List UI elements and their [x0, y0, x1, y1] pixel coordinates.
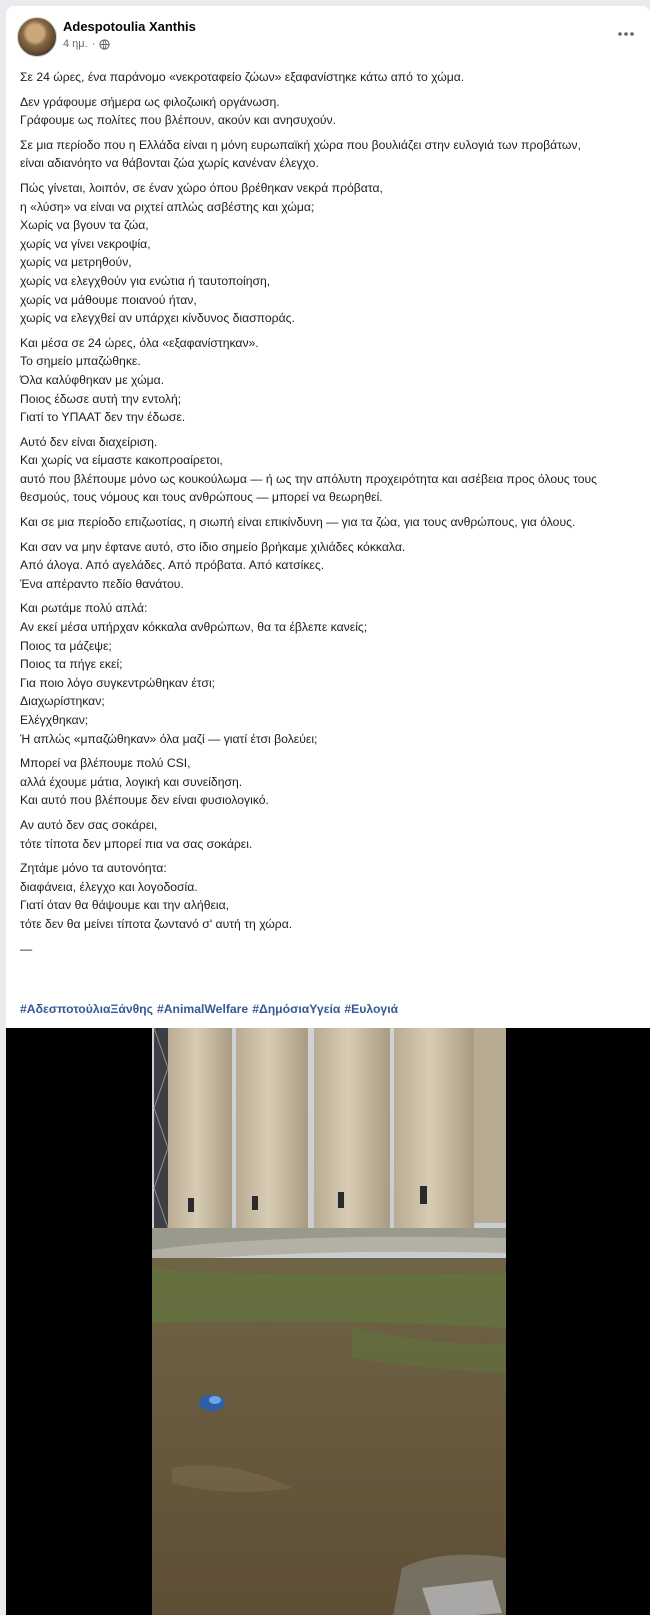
post-paragraph	[20, 93, 642, 130]
hashtag-link[interactable]: #AnimalWelfare	[156, 1002, 249, 1016]
post-text-line: Ή απλώς «μπαζώθηκαν» όλα μαζί — γιατί έτσι βολεύει;	[20, 731, 318, 746]
post-paragraph	[20, 68, 642, 87]
post-text-line: Και σε μια περίοδο επιζωοτίας, η σιωπή είναι επικίνδυνη — για τα ζώα, για τους ανθρώπους, για όλους.	[20, 515, 576, 530]
post-header	[6, 6, 650, 60]
post-text-line: Όλα καλύφθηκαν με χώμα.	[20, 372, 165, 387]
post-text-line: Ένα απέραντο πεδίο θανάτου.	[20, 576, 184, 591]
post-text-line: Και χωρίς να είμαστε κακοπροαίρετοι,	[20, 453, 223, 468]
post-paragraph	[20, 136, 642, 173]
hashtag-link[interactable]: #ΔημόσιαΥγεία	[252, 1002, 341, 1016]
post-meta	[63, 38, 110, 50]
post-text-line: Και ρωτάμε πολύ απλά:	[20, 601, 148, 616]
post-text-line: Και μέσα σε 24 ώρες, όλα «εξαφανίστηκαν».	[20, 335, 259, 350]
meta-separator: ·	[91, 38, 96, 50]
post-text-line: διαφάνεια, έλεγχο και λογοδοσία.	[20, 879, 198, 894]
post-paragraph	[20, 940, 642, 959]
post-video[interactable]	[6, 1028, 650, 1615]
post-paragraph	[20, 433, 642, 507]
post-paragraph	[20, 754, 642, 810]
post-paragraph	[20, 513, 642, 532]
post-text-line: χωρίς να μάθουμε ποιανού ήταν,	[20, 292, 197, 307]
post-text-line: Ποιος τα πήγε εκεί;	[20, 657, 123, 672]
post-text-line: χωρίς να μετρηθούν,	[20, 255, 132, 270]
post-text-line: αυτό που βλέπουμε μόνο ως κουκούλωμα — ή ως την απόλυτη προχειρότητα και ασέβεια προς όλους τους θεσμούς, τους νόμους και τους ανθρώπους — μπορεί να θεωρηθεί.	[20, 471, 601, 505]
post-text-line: Γιατί το ΥΠΑΑΤ δεν την έδωσε.	[20, 410, 186, 425]
post-text-line: τότε τίποτα δεν μπορεί πια να σας σοκάρει.	[20, 836, 253, 851]
post-text-line: Από άλογα. Από αγελάδες. Από πρόβατα. Από κατσίκες.	[20, 558, 325, 573]
post-text-line: Μπορεί να βλέπουμε πολύ CSI,	[20, 756, 191, 771]
post-paragraph	[20, 334, 642, 427]
post-text-line: Σε 24 ώρες, ένα παράνομο «νεκροταφείο ζώων» εξαφανίστηκε κάτω από το χώμα.	[20, 70, 465, 84]
post-text-line: η «λύση» να είναι να ριχτεί απλώς ασβέστης και χώμα;	[20, 199, 315, 214]
silo-field-image	[152, 1028, 506, 1615]
post-text-line: τότε δεν θα μείνει τίποτα ζωντανό σ' αυτή τη χώρα.	[20, 916, 293, 931]
post-text-line: Ποιος έδωσε αυτή την εντολή;	[20, 391, 182, 406]
post-text-line: Αυτό δεν είναι διαχείριση.	[20, 434, 158, 449]
post-text-line: Αν εκεί μέσα υπήρχαν κόκκαλα ανθρώπων, θα τα έβλεπε κανείς;	[20, 620, 368, 635]
post-paragraph	[20, 816, 642, 853]
post-text-line: Αν αυτό δεν σας σοκάρει,	[20, 817, 158, 832]
post-text-line: Το σημείο μπαζώθηκε.	[20, 354, 141, 369]
post-body	[20, 68, 642, 964]
hashtag-link[interactable]: #Ευλογιά	[344, 1002, 399, 1016]
post-paragraph	[20, 599, 642, 748]
post-text-line: Γράφουμε ως πολίτες που βλέπουν, ακούν και ανησυχούν.	[20, 113, 336, 128]
author-name[interactable]: Adespotoulia Xanthis	[63, 19, 196, 34]
post-text-line: Σε μια περίοδο που η Ελλάδα είναι η μόνη ευρωπαϊκή χώρα που βουλιάζει στην ευλογιά των προβάτων,	[20, 137, 581, 152]
post-text-line: χωρίς να γίνει νεκροψία,	[20, 236, 151, 251]
post-text-line: αλλά έχουμε μάτια, λογική και συνείδηση.	[20, 774, 243, 789]
hashtag-list	[20, 1002, 402, 1016]
post-text-line: Και αυτό που βλέπουμε δεν είναι φυσιολογικό.	[20, 793, 269, 808]
avatar[interactable]	[17, 17, 57, 57]
post-paragraph	[20, 859, 642, 933]
post-text-line: Δεν γράφουμε σήμερα ως φιλοζωική οργάνωση.	[20, 94, 280, 109]
post-card	[6, 6, 650, 1615]
post-text-line: Γιατί όταν θα θάψουμε και την αλήθεια,	[20, 898, 230, 913]
post-text-line: Ζητάμε μόνο τα αυτονόητα:	[20, 861, 167, 876]
post-text-line: Και σαν να μην έφτανε αυτό, στο ίδιο σημείο βρήκαμε χιλιάδες κόκκαλα.	[20, 539, 406, 554]
globe-icon	[99, 39, 110, 50]
post-paragraph	[20, 179, 642, 328]
post-text-line: είναι αδιανόητο να θάβονται ζώα χωρίς κανέναν έλεγχο.	[20, 156, 319, 171]
post-paragraph	[20, 538, 642, 594]
video-frame	[152, 1028, 506, 1615]
post-text-line: Χωρίς να βγουν τα ζώα,	[20, 218, 149, 233]
post-text-line: Ελέγχθηκαν;	[20, 713, 89, 727]
post-text-line: χωρίς να ελεγχθούν για ενώτια ή ταυτοποίηση,	[20, 273, 271, 288]
post-text-line: χωρίς να ελεγχθεί αν υπάρχει κίνδυνος διασποράς.	[20, 311, 295, 326]
post-text-line: Ποιος τα μάζεψε;	[20, 638, 112, 653]
post-text-line: Διαχωρίστηκαν;	[20, 694, 105, 709]
post-text-line: Πώς γίνεται, λοιπόν, σε έναν χώρο όπου βρέθηκαν νεκρά πρόβατα,	[20, 180, 383, 195]
post-text-line: Για ποιο λόγο συγκεντρώθηκαν έτσι;	[20, 675, 216, 690]
hashtag-link[interactable]: #ΑδεσποτούλιαΞάνθης	[20, 1002, 153, 1016]
post-time[interactable]: 4 ημ.	[63, 38, 88, 50]
more-options-icon[interactable]	[612, 20, 640, 48]
post-text-line: —	[20, 941, 33, 956]
